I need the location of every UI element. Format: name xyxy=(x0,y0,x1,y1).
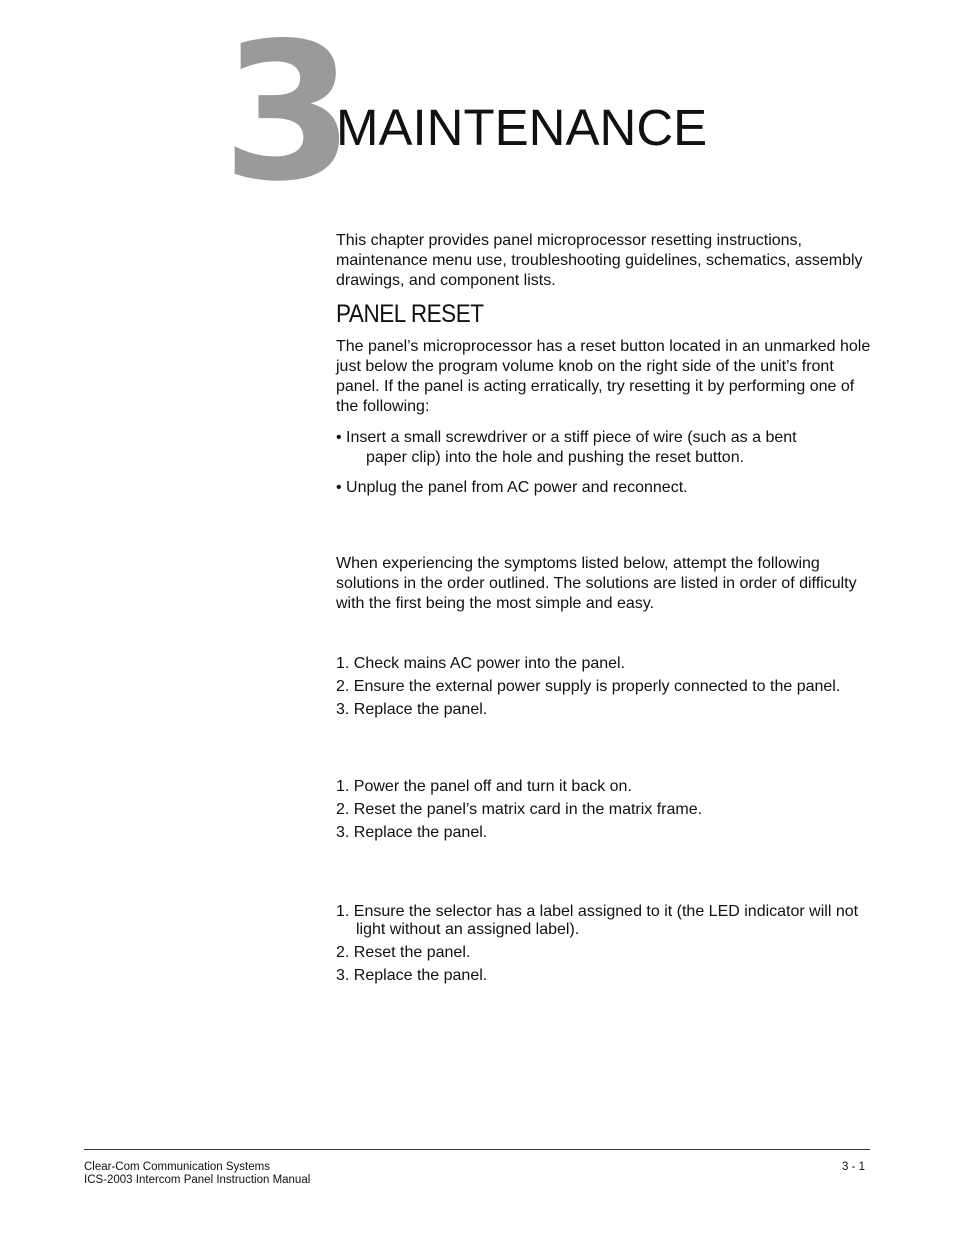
bullet-item: • Unplug the panel from AC power and reconnect. xyxy=(336,479,688,496)
list-item: 3. Replace the panel. xyxy=(336,824,488,841)
footer-manual-title: ICS-2003 Intercom Panel Instruction Manual xyxy=(84,1174,311,1186)
footer-company: Clear-Com Communication Systems xyxy=(84,1161,270,1173)
list-item: 1. Check mains AC power into the panel. xyxy=(336,655,626,672)
solution-list-b xyxy=(336,778,876,847)
list-item: 3. Replace the panel. xyxy=(336,701,488,718)
list-item: 1. Power the panel off and turn it back on. xyxy=(336,778,632,795)
list-item: 3. Replace the panel. xyxy=(336,967,488,984)
panel-reset-paragraph: The panel’s microprocessor has a reset button located in an unmarked hole just below the program volume knob on the right side of the unit’s front panel. If the panel is acting erratically, try resetting it by performing one of the following: xyxy=(336,338,871,415)
section-heading-panel-reset: PANEL RESET xyxy=(336,300,484,328)
chapter-number: 3 xyxy=(222,2,355,223)
bullet-item: • Insert a small screwdriver or a stiff piece of wire (such as a bent paper clip) into the hole and pushing the reset button. xyxy=(336,429,797,466)
list-item: 2. Ensure the external power supply is properly connected to the panel. xyxy=(336,678,841,695)
intro-paragraph: This chapter provides panel microprocessor resetting instructions, maintenance menu use, troubleshooting guidelines, schematics, assembly drawings, and component lists. xyxy=(336,232,863,289)
troubleshooting-paragraph: When experiencing the symptoms listed below, attempt the following solutions in the order outlined. The solutions are listed in order of difficulty with the first being the most simple and easy. xyxy=(336,555,857,612)
footer-divider xyxy=(84,1149,870,1150)
solution-list-c xyxy=(336,903,876,990)
footer-left xyxy=(84,1161,310,1187)
list-item: 2. Reset the panel. xyxy=(336,944,471,961)
list-item: 1. Ensure the selector has a label assigned to it (the LED indicator will not light without an assigned label). xyxy=(336,903,859,938)
page-number: 3 - 1 xyxy=(841,1161,865,1173)
solution-list-a xyxy=(336,655,876,724)
list-item: 2. Reset the panel’s matrix card in the matrix frame. xyxy=(336,801,703,818)
chapter-title: MAINTENANCE xyxy=(336,99,708,156)
